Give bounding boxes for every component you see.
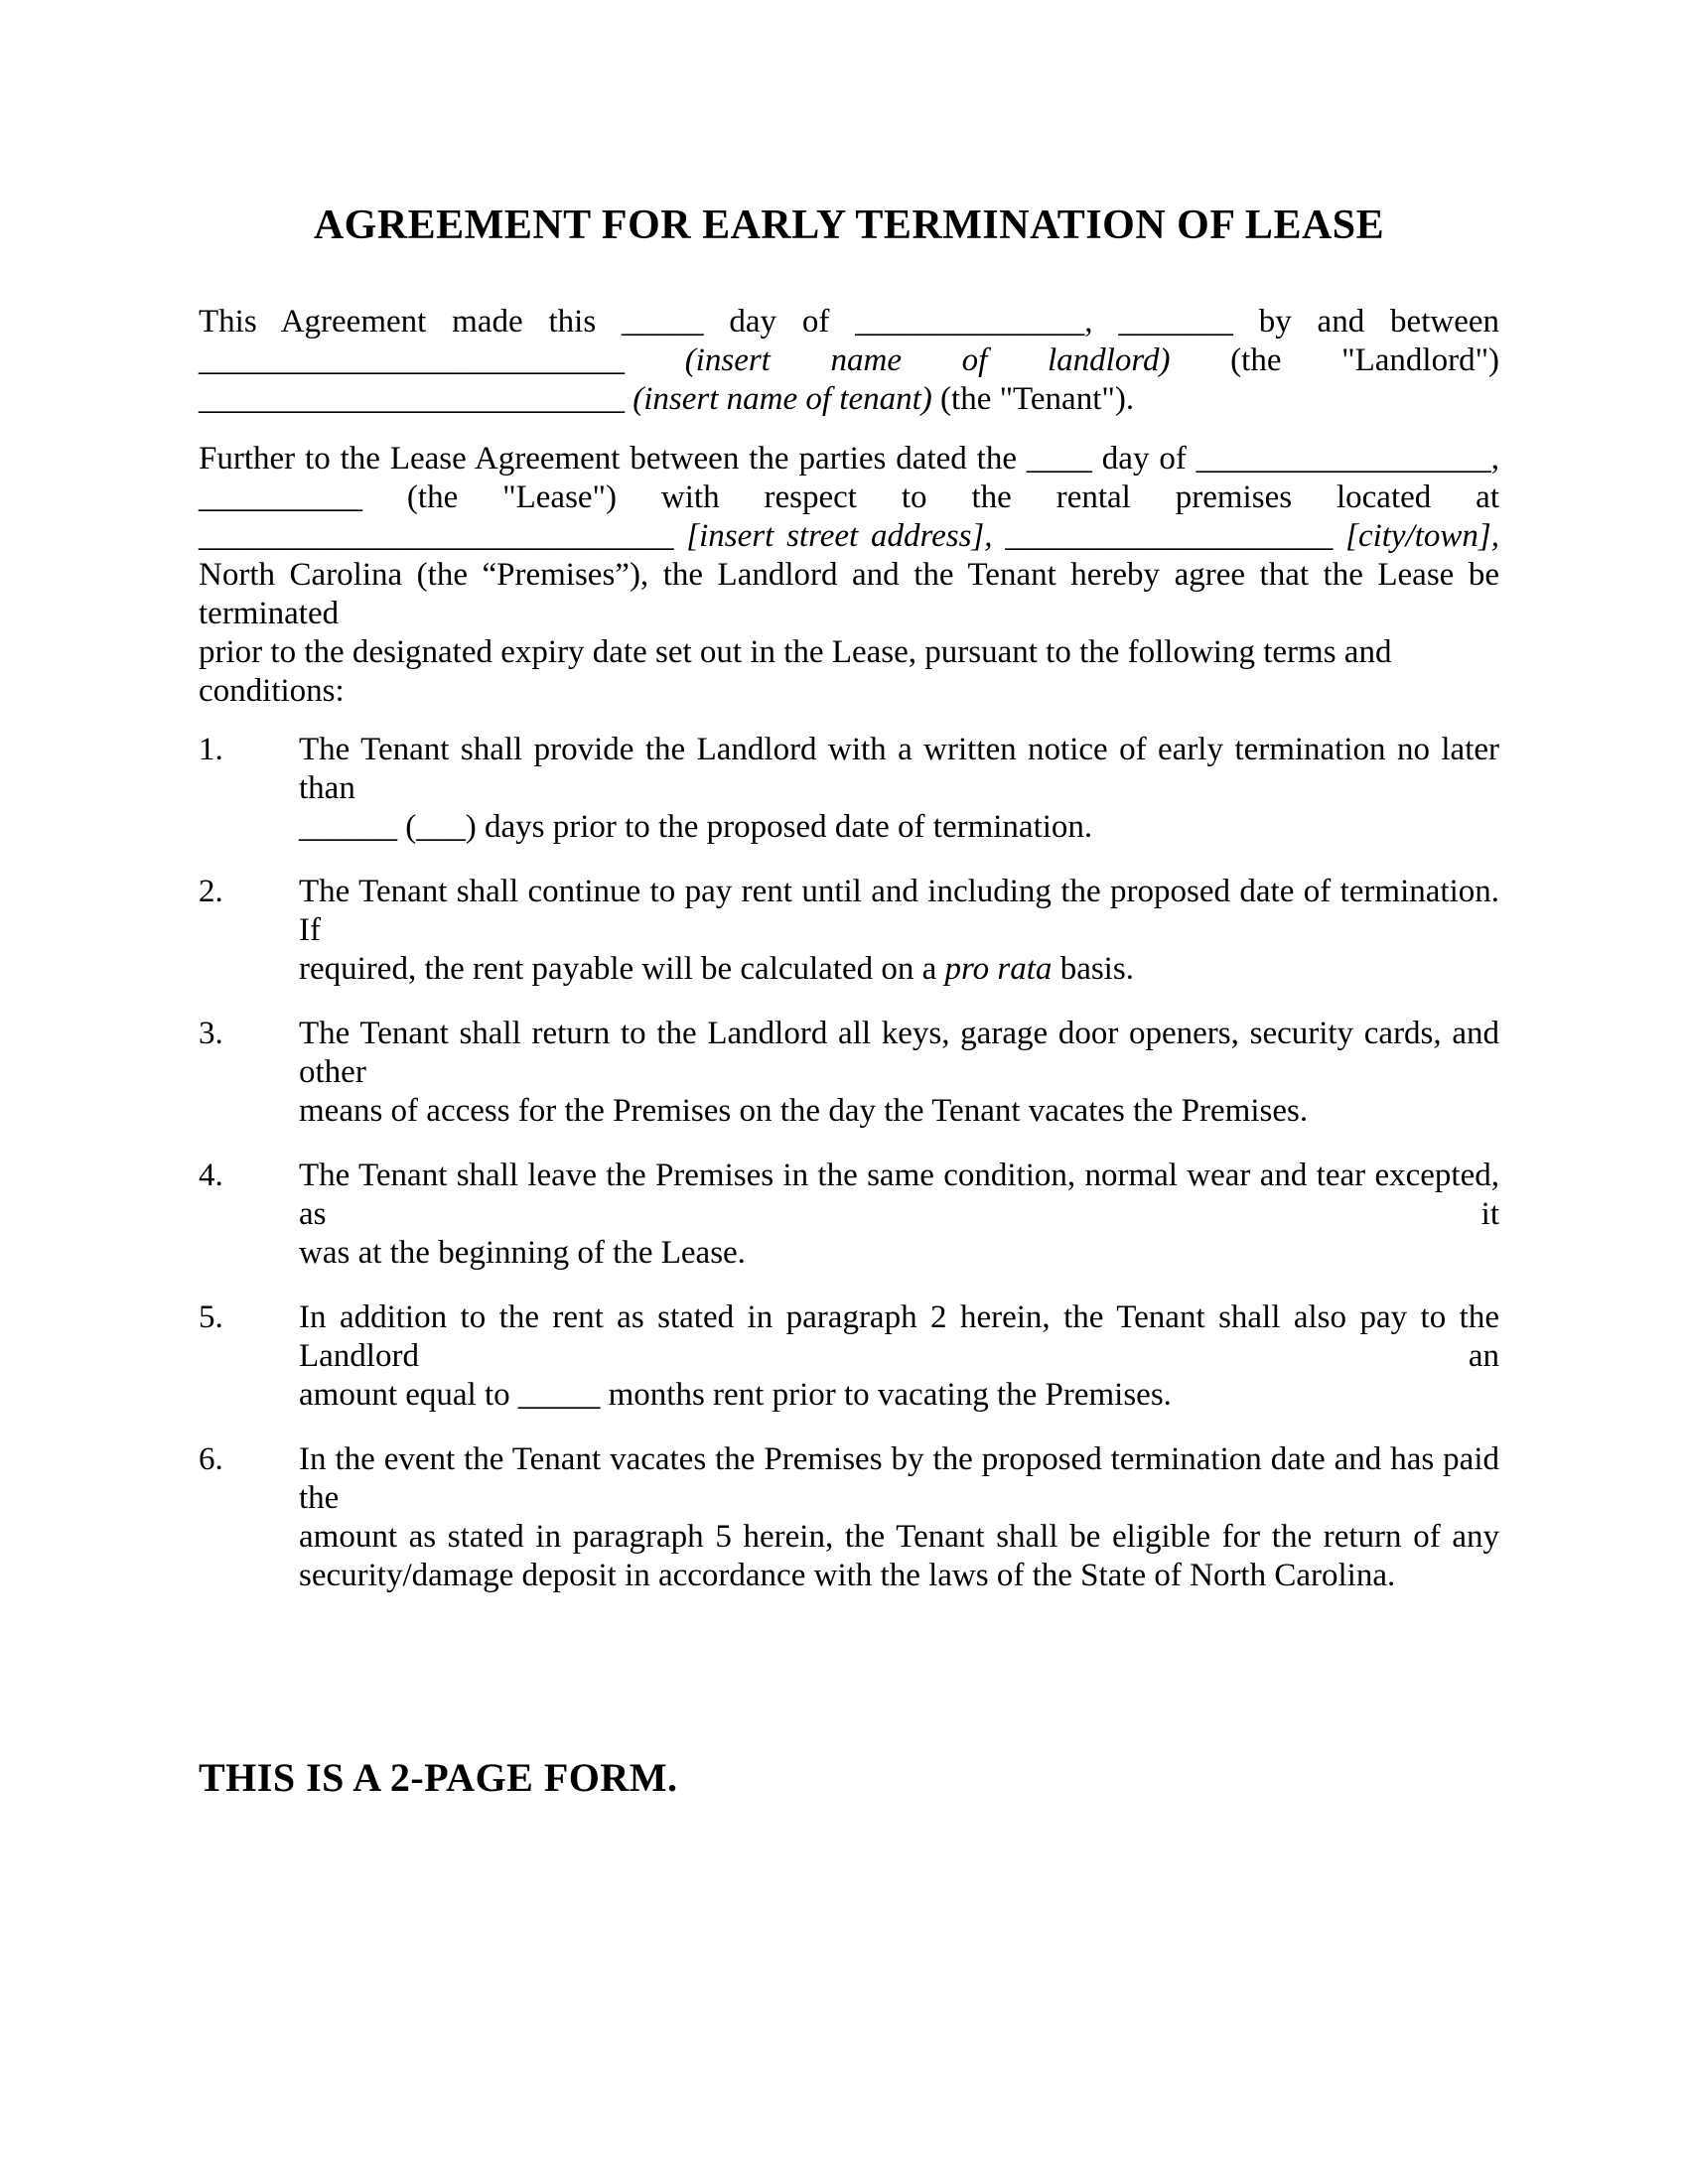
term-number: 4. [199,1158,223,1193]
tenant-name-blank-field: __________________________ [199,381,625,417]
recital-line-5: prior to the designated expiry date set out in the Lease, pursuant to the following terms and conditions: [199,634,1392,709]
term-6-line-1: In the event the Tenant vacates the Premises by the proposed termination date and has paid the [299,1441,1499,1516]
term-text [299,1015,1499,1131]
recital-line-2: __________ (the "Lease") with respect to the rental premises located at [199,479,1499,515]
term-number: 1. [199,732,223,767]
term-number: 5. [199,1299,223,1335]
term-4-line-1: The Tenant shall leave the Premises in the same condition, normal wear and tear excepted, as it [299,1158,1499,1232]
term-number: 3. [199,1016,223,1051]
term-6-line-3: security/damage deposit in accordance with the laws of the State of North Carolina. [299,1558,1396,1593]
term-number: 2. [199,874,223,909]
city-town-hint: [city/town], [1345,518,1500,554]
term-text [299,731,1499,847]
city-town-blank-field: ____________________ [1005,518,1334,554]
term-2-line-1: The Tenant shall continue to pay rent until and including the proposed date of termination. If [299,874,1499,948]
landlord-defined-term: (the "Landlord") [1230,342,1500,378]
term-text [299,1157,1499,1273]
term-1-line-1: The Tenant shall provide the Landlord with a written notice of early termination no later than [299,732,1499,806]
term-item-3 [199,1015,1499,1131]
term-1-line-2: ______ (___) days prior to the proposed date of termination. [299,809,1093,845]
term-text [299,1298,1499,1415]
term-item-2 [199,873,1499,989]
tenant-defined-term: (the "Tenant"). [940,381,1135,417]
term-item-4 [199,1157,1499,1273]
term-3-line-2: means of access for the Premises on the day the Tenant vacates the Premises. [299,1093,1309,1129]
recital-line-4: North Carolina (the “Premises”), the Landlord and the Tenant hereby agree that the Lease be terminated [199,557,1499,631]
term-number: 6. [199,1441,223,1477]
term-5-line-2: amount equal to _____ months rent prior to vacating the Premises. [299,1377,1172,1413]
street-address-blank-field: _____________________________ [199,518,674,554]
insert-tenant-hint: (insert name of tenant) [633,381,932,417]
document-title: AGREEMENT FOR EARLY TERMINATION OF LEASE [313,203,1385,248]
intro-line-3 [199,380,1499,419]
intro-line-2 [199,341,1499,380]
intro-paragraph [199,303,1499,419]
pro-rata-italic: pro rata [944,951,1053,987]
intro-line-1: This Agreement made this _____ day of ______________, _______ by and between [199,304,1499,340]
recital-line-3 [199,517,1499,556]
recital-paragraph [199,440,1499,711]
term-item-1 [199,731,1499,847]
term-3-line-1: The Tenant shall return to the Landlord all keys, garage door openers, security cards, and other [299,1016,1499,1090]
page-note: THIS IS A 2-PAGE FORM. [199,1755,678,1800]
term-4-line-2: was at the beginning of the Lease. [299,1235,746,1271]
terms-list [199,731,1499,1595]
term-item-5 [199,1298,1499,1415]
insert-street-address-hint: [insert street address], [686,518,993,554]
term-2-line-2-post: basis. [1052,951,1134,987]
term-6-line-2: amount as stated in paragraph 5 herein, the Tenant shall be eligible for the return of any [299,1519,1499,1555]
term-text [299,873,1499,989]
term-2-line-2 [299,950,1499,989]
landlord-name-blank-field: __________________________ [199,342,625,378]
term-5-line-1: In addition to the rent as stated in paragraph 2 herein, the Tenant shall also pay to the Landlord an [299,1299,1499,1374]
term-text [299,1440,1499,1595]
recital-line-1: Further to the Lease Agreement between the parties dated the ____ day of __________________, [199,441,1499,477]
term-item-6 [199,1440,1499,1595]
term-2-line-2-pre: required, the rent payable will be calculated on a [299,951,945,987]
insert-landlord-hint: (insert name of landlord) [684,342,1171,378]
